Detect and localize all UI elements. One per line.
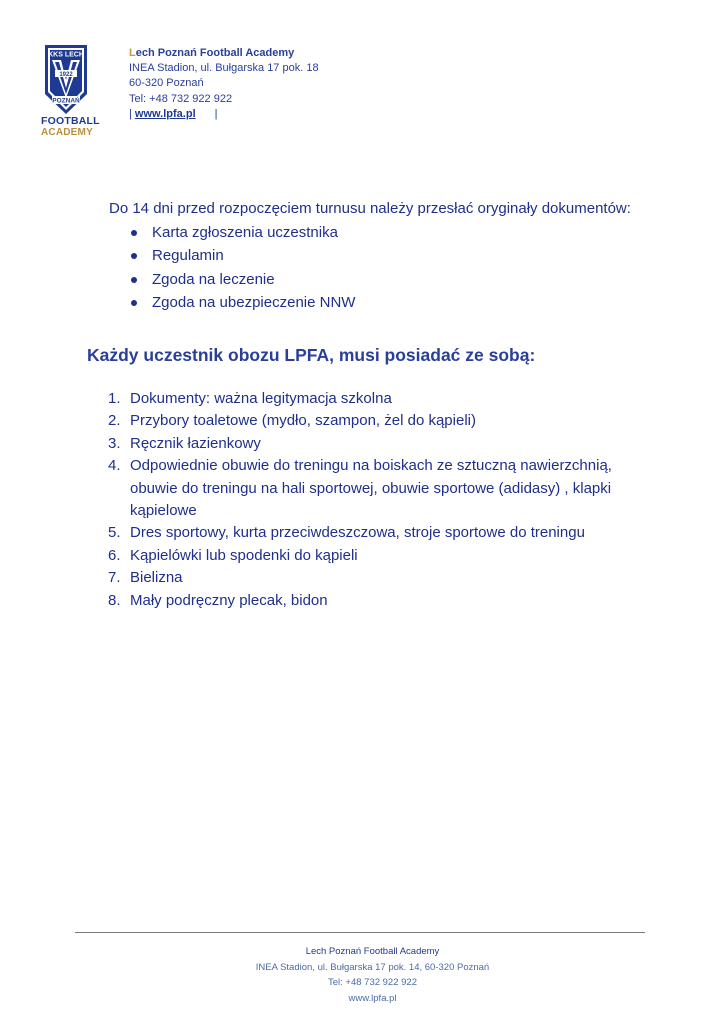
- footer-divider: [75, 932, 645, 933]
- header-postal: 60-320 Poznań: [129, 77, 204, 90]
- list-item: [108, 388, 668, 410]
- logo-football-text: FOOTBALL: [41, 115, 100, 127]
- bullet-icon: [131, 300, 137, 306]
- logo-academy-text: ACADEMY: [41, 127, 93, 138]
- logo-year: 1922: [59, 71, 73, 78]
- item-number: 3.: [108, 434, 121, 452]
- item-text: Odpowiednie obuwie do treningu na boiskach ze sztuczną nawierzchnią, obuwie do treningu na hali sportowej, obuwie sportowe (adidasy) , klapki kąpielowe: [130, 457, 612, 520]
- equipment-list: [108, 388, 668, 612]
- item-number: 4.: [108, 457, 121, 475]
- list-item: [128, 268, 355, 291]
- item-number: 6.: [108, 546, 121, 564]
- list-item: [128, 291, 355, 314]
- list-item: [128, 221, 355, 244]
- item-number: 1.: [108, 390, 121, 407]
- section-heading: Każdy uczestnik obozu LPFA, musi posiadać ze sobą:: [87, 345, 536, 365]
- document-label: Zgoda na leczenie: [152, 270, 275, 288]
- item-text: Dres sportowy, kurta przeciwdeszczowa, stroje sportowe do treningu: [130, 524, 585, 542]
- item-text: Ręcznik łazienkowy: [130, 434, 261, 452]
- organization-initial: L: [129, 47, 136, 59]
- documents-intro: Do 14 dni przed rozpoczęciem turnusu należy przesłać oryginały dokumentów:: [109, 200, 631, 217]
- footer-address: INEA Stadion, ul. Bułgarska 17 pok. 14, 60-320 Poznań: [255, 961, 490, 973]
- item-number: 2.: [108, 412, 121, 430]
- website-link[interactable]: www.lpfa.pl: [134, 107, 196, 120]
- page-footer: [0, 944, 725, 1006]
- list-item: [108, 410, 668, 432]
- item-number: 8.: [108, 591, 121, 609]
- item-text: Mały podręczny plecak, bidon: [130, 591, 328, 609]
- logo-text-top: KKS LECH: [48, 51, 84, 59]
- documents-list: [128, 221, 355, 314]
- list-item: [128, 244, 355, 267]
- lech-academy-logo: [41, 44, 100, 140]
- item-number: 7.: [108, 569, 121, 587]
- list-item: [108, 433, 668, 455]
- bullet-icon: [131, 230, 137, 236]
- organization-name-rest: ech Poznań Football Academy: [135, 47, 295, 59]
- header-website-row: [129, 107, 319, 122]
- logo-text-bottom: POZNAŃ: [52, 97, 80, 105]
- item-text: Bielizna: [130, 569, 183, 587]
- header-address: INEA Stadion, ul. Bułgarska 17 pok. 18: [129, 62, 319, 75]
- document-label: Regulamin: [152, 247, 224, 265]
- item-text: Dokumenty: ważna legitymacja szkolna: [130, 390, 392, 407]
- bullet-icon: [131, 277, 137, 283]
- letterhead: [129, 46, 319, 122]
- footer-organization: Lech Poznań Football Academy: [305, 946, 440, 957]
- list-item: [108, 567, 668, 589]
- organization-name: [129, 46, 319, 61]
- document-label: Zgoda na ubezpieczenie NNW: [152, 293, 356, 311]
- item-number: 5.: [108, 524, 121, 542]
- footer-phone: Tel: +48 732 922 922: [327, 977, 417, 988]
- item-text: Przybory toaletowe (mydło, szampon, żel do kąpieli): [130, 412, 476, 430]
- bullet-icon: [131, 253, 137, 259]
- list-item: [108, 522, 668, 544]
- item-text: Kąpielówki lub spodenki do kąpieli: [130, 546, 358, 564]
- separator: |: [214, 107, 218, 120]
- header-phone: Tel: +48 732 922 922: [129, 92, 233, 105]
- list-item: [108, 455, 668, 522]
- document-label: Karta zgłoszenia uczestnika: [152, 224, 338, 241]
- footer-website[interactable]: www.lpfa.pl: [348, 992, 397, 1004]
- list-item: [108, 590, 668, 612]
- club-crest-icon: [41, 44, 91, 116]
- list-item: [108, 545, 668, 567]
- separator: |: [129, 107, 135, 120]
